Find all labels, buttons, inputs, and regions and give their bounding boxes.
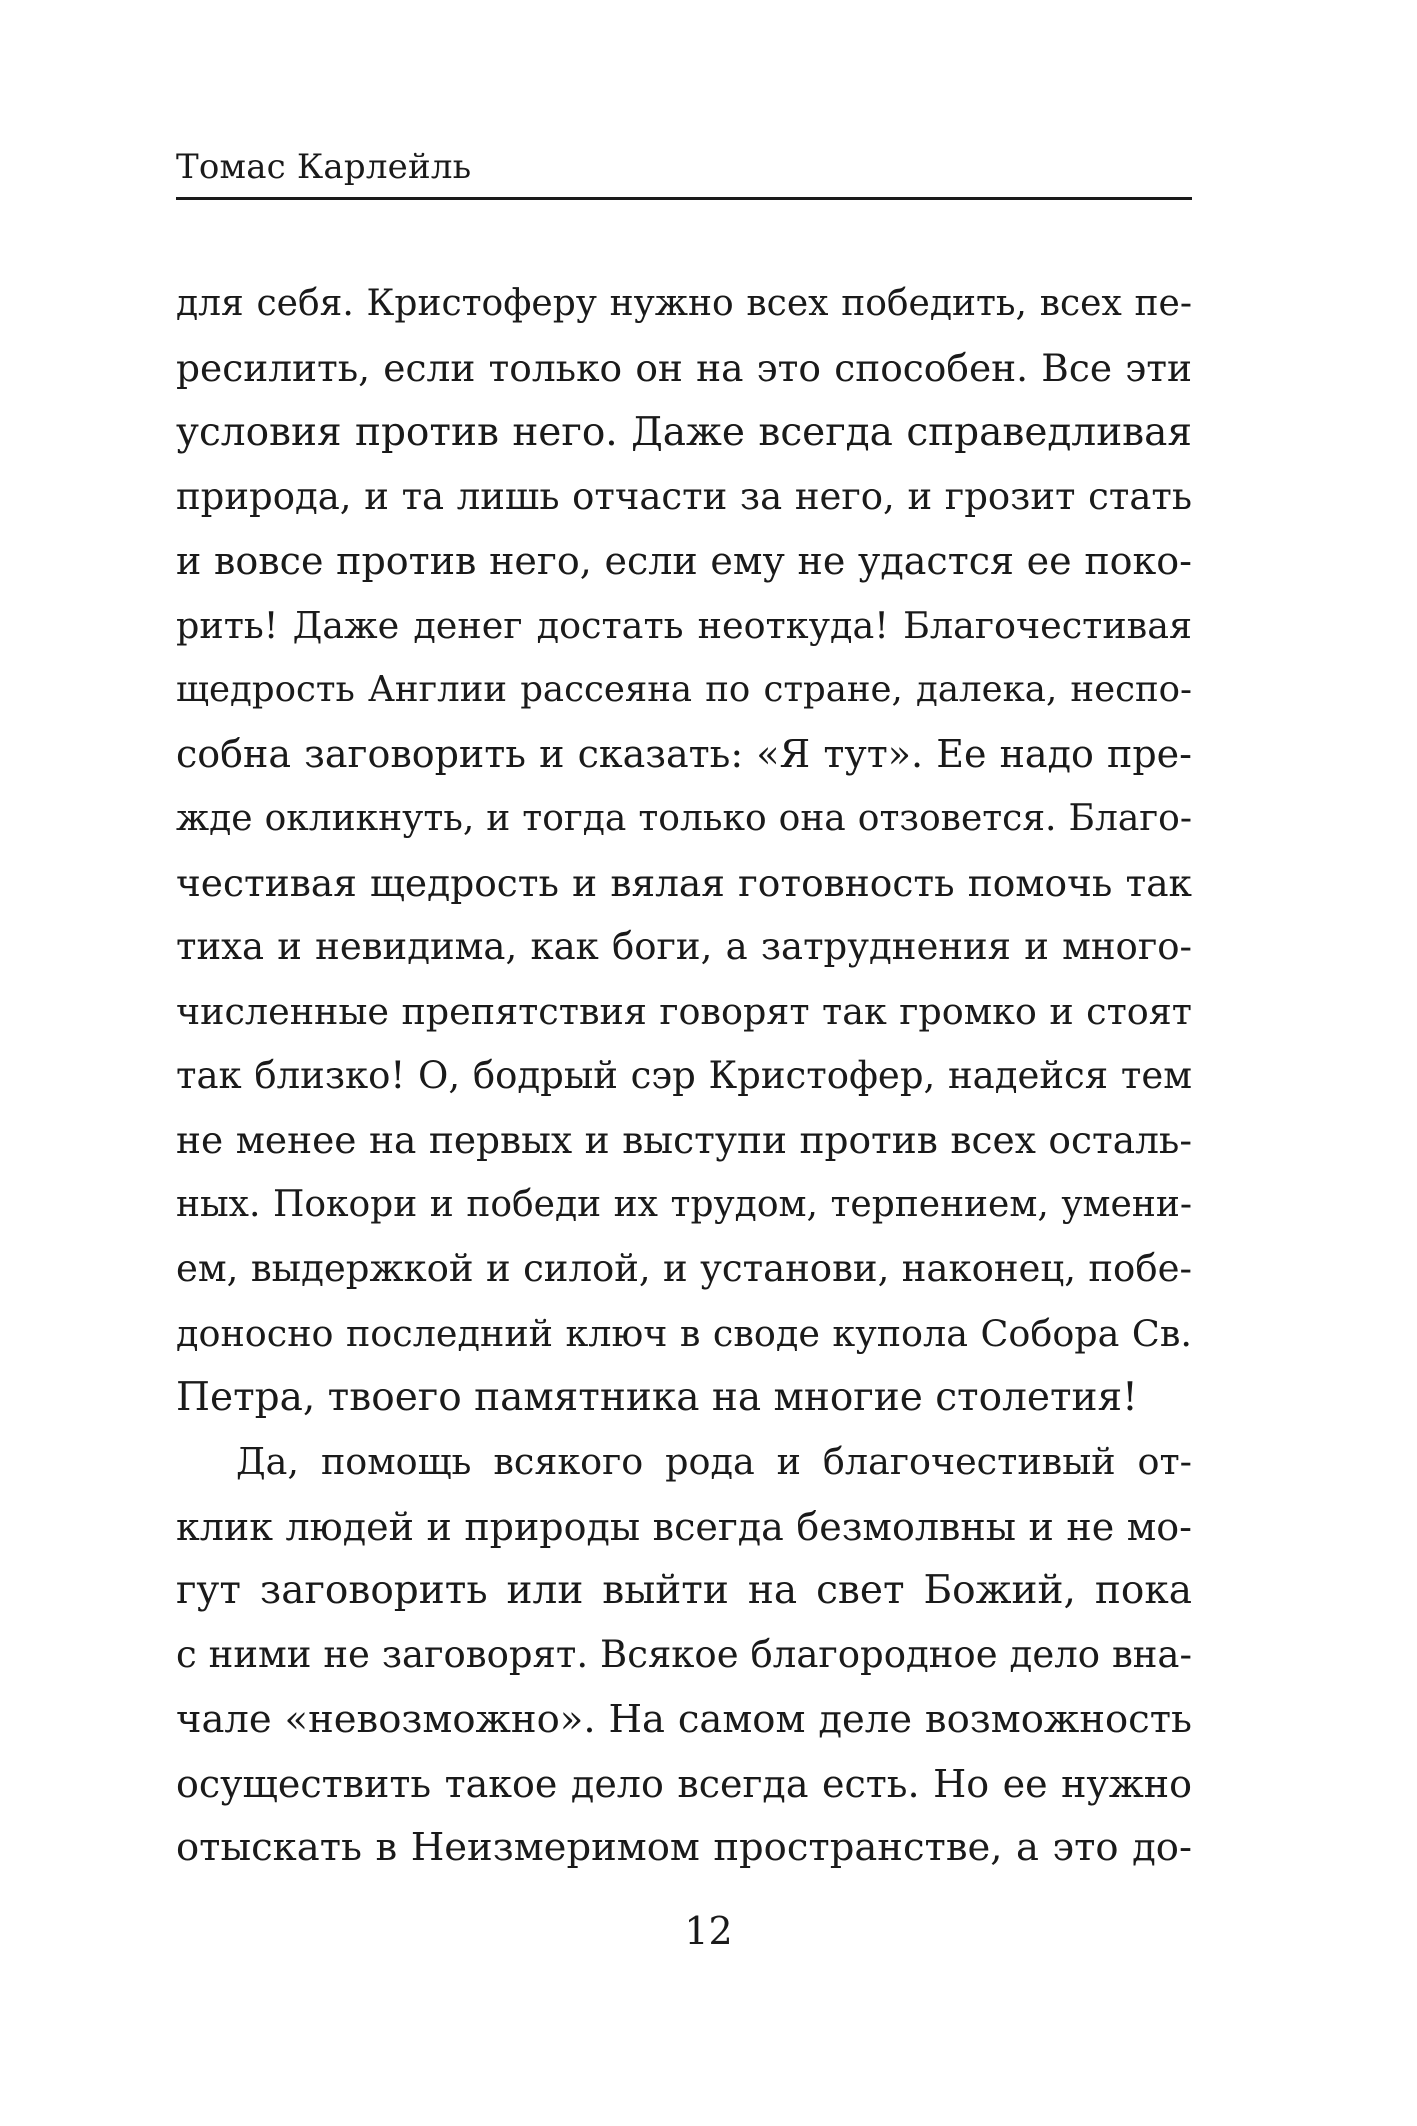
text-line: так близко! О, бодрый сэр Кристофер, надейся тем (176, 1054, 1192, 1098)
page-number: 12 (684, 1909, 733, 1953)
text-line: ем, выдержкой и силой, и установи, наконец, побе- (176, 1247, 1192, 1291)
text-line: чале «невозможно». На самом деле возможность (176, 1696, 1192, 1742)
text-line: честивая щедрость и вялая готовность помочь так (176, 861, 1192, 906)
text-line: клик людей и природы всегда безмолвны и не мо- (176, 1504, 1192, 1549)
text-line: гут заговорить или выйти на свет Божий, пока (176, 1567, 1192, 1613)
text-line: щедрость Англии рассеяна по стране, далека, неспо- (176, 669, 1192, 711)
text-line: не менее на первых и выступи против всех осталь- (176, 1118, 1192, 1163)
text-line: отыскать в Неизмеримом пространстве, а это до- (176, 1825, 1192, 1871)
text-line: собна заговорить и сказать: «Я тут». Ее надо пре- (176, 732, 1192, 777)
body-text (176, 272, 1192, 1881)
text-line: природа, и та лишь отчасти за него, и грозит стать (176, 475, 1192, 519)
text-line: для себя. Кристоферу нужно всех победить, всех пе- (176, 283, 1192, 324)
text-line: условия против него. Даже всегда справедливая (176, 409, 1192, 455)
text-line: тиха и невидима, как боги, а затруднения и много- (176, 925, 1192, 969)
text-line: рить! Даже денег достать неоткуда! Благочестивая (176, 603, 1192, 647)
text-line: ных. Покори и победи их трудом, терпением, умени- (176, 1183, 1192, 1225)
paragraph-end-line: Петра, твоего памятника на многие столетия! (176, 1374, 1138, 1420)
text-line: жде окликнуть, и тогда только она отзовется. Благо- (176, 797, 1192, 839)
text-line: ресилить, если только он на это способен. Все эти (176, 346, 1192, 391)
running-head-author: Томас Карлейль (176, 147, 472, 187)
text-line: доносно последний ключ в своде купола Собора Св. (176, 1311, 1192, 1355)
paragraph-first-line: Да, помощь всякого рода и благочестивый от- (236, 1440, 1192, 1484)
text-line: с ними не заговорят. Всякое благородное дело вна- (176, 1633, 1192, 1677)
header-rule (176, 197, 1192, 200)
text-line: и вовсе против него, если ему не удастся ее поко- (176, 539, 1192, 584)
text-line: численные препятствия говорят так громко и стоят (176, 989, 1192, 1033)
text-line: осуществить такое дело всегда есть. Но ее нужно (176, 1761, 1192, 1806)
